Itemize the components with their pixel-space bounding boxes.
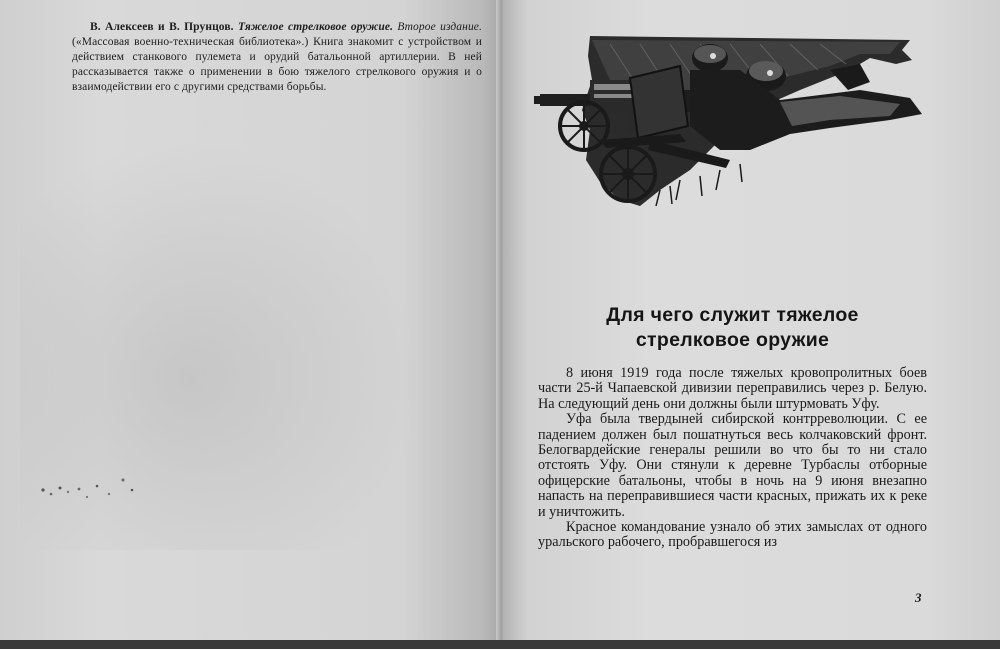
paragraph-1: 8 июня 1919 года после тяжелых кровопролитных боев части 25-й Чапаевской дивизии переправились через р. Белую. На следующий день они должны были штурмовать Уфу. [538, 365, 927, 412]
book-annotation [72, 20, 482, 95]
annotation-authors: В. Алексеев и В. Прунцов. [90, 21, 234, 33]
chapter-heading-line-1: Для чего служит тяжелое [606, 304, 859, 326]
ink-specks [35, 470, 145, 510]
annotation-description: Книга знакомит с устройством и действием станкового пулемета и орудий батальонной артиллерии. В ней рассказывается также о применении в бою тяжелого стрелкового оружия и о взаимодействии его с другими средствами борьбы. [72, 36, 482, 93]
annotation-edition: Второе издание. [397, 21, 482, 33]
chapter-heading [560, 303, 905, 353]
paragraph-2: Уфа была твердыней сибирской контрреволюции. С ее падением должен был пошатнуться весь колчаковский фронт. Белогвардейские генералы решили во что бы то ни стало отстоять Уфу. Они стянули к деревне Турбаслы отборные офицерские батальоны, чтобы в ночь на 9 июня внезапно напасть на переправившиеся части красных, прижать их к реке и уничтожить. [538, 411, 927, 520]
machine-gun-crew-illustration [530, 30, 940, 212]
chapter-body-text [538, 366, 927, 551]
annotation-book-title: Тяжелое стрелковое оружие. [237, 21, 394, 33]
paragraph-3: Красное командование узнало об этих замыслах от одного уральского рабочего, пробравшегося из [538, 519, 927, 551]
scan-bottom-edge [0, 640, 1000, 649]
page-number: 3 [915, 590, 922, 605]
chapter-heading-line-2: стрелковое оружие [635, 329, 830, 351]
annotation-series: («Массовая военно-техническая библиотека».) [72, 36, 309, 48]
